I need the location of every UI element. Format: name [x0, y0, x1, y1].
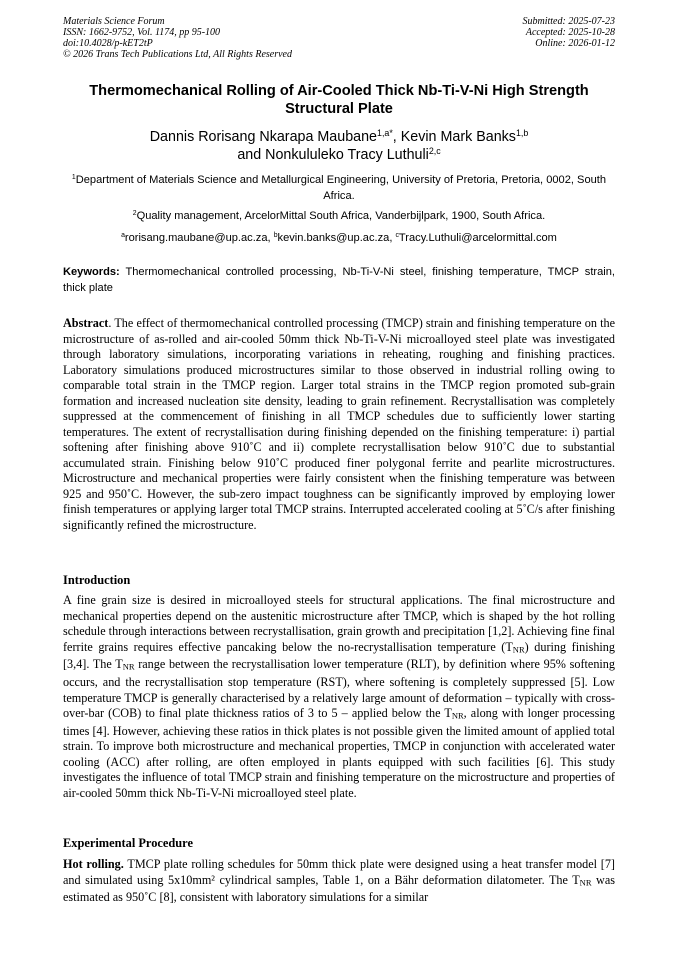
hot-rolling-label: Hot rolling.: [63, 857, 124, 871]
affiliation-1-text: Department of Materials Science and Metallurgical Engineering, University of Pretoria, Pretoria, 0002, South Africa.: [75, 174, 607, 202]
tnr-subscript: NR: [122, 661, 135, 672]
author-3-marker: 2,c: [428, 146, 441, 157]
online-date: Online: 2026-01-12: [535, 38, 615, 49]
abstract-text: . The effect of thermomechanical controlled processing (TMCP) strain and finishing temperature on the microstructure of as-rolled and air-cooled 50mm thick Nb-Ti-V-Ni microalloyed steel plate was investigated through laboratory simulations, incorporating variations in reheating, roughing and finishing practices. Laboratory simulations produced microstructures similar to those observed in industrial rolling owing to comparable total strain in the TMCP region. Larger total strains in the TMCP region promoted sub-grain formation and increased nucleation site density, leading to grain refinement. Recrystallisation was completely suppressed at the commencement of finishing in all TMCP schedules due to sufficiently lower starting temperatures. The extent of recrystallisation during finishing depended on the finishing temperature: i) partial softening after finishing above 910˚C and ii) complete recrystallisation below 910˚C due to substantial accumulated strain. Finishing below 910˚C produced finer polygonal ferrite and pearlite microstructures. Microstructure and mechanical properties were fairly consistent when the finishing temperature was between 925 and 950˚C. However, the sub-zero impact toughness can be significantly improved by employing lower finish temperatures or applying larger total TMCP strains. Interrupted accelerated cooling at 5˚C/s after finishing significantly refined the microstructure.: [63, 316, 615, 532]
journal-doi: doi:10.4028/p-kET2tP: [63, 38, 153, 49]
author-2-name: Kevin Mark Banks: [400, 129, 516, 145]
email-a-marker: a: [121, 232, 125, 240]
journal-name: Materials Science Forum: [63, 16, 165, 27]
hot-rolling-paragraph: [63, 857, 615, 906]
keywords-label: Keywords:: [63, 266, 120, 278]
tnr-subscript: NR: [512, 643, 525, 654]
affiliation-2: [63, 208, 615, 224]
abstract-label: Abstract: [63, 316, 109, 330]
email-c: Tracy.Luthuli@arcelormittal.com: [398, 232, 557, 244]
experimental-heading: Experimental Procedure: [63, 836, 193, 850]
authors-line-2: [63, 146, 615, 164]
author-list: [63, 128, 615, 164]
paper-title: [55, 82, 623, 118]
email-c-marker: c: [395, 232, 399, 240]
intro-text-3: range between the recrystallisation lower temperature (RLT), by definition where 95% softening occurs, and the recrystallisation stop temperature (RST), where softening is completely suppressed [5]. Low temperature TMCP is generally characterised by a relatively large amount of deformation – typically with cross-over-bar (COB) to final plate thickness ratios of 3 to 5 – applied below the T: [63, 657, 615, 721]
title-line-2: Structural Plate: [285, 101, 393, 117]
email-a: rorisang.maubane@up.ac.za,: [124, 232, 274, 244]
introduction-paragraph: [63, 593, 615, 801]
hot-rolling-text-2: was estimated as 950˚C [8], consistent with laboratory simulations for a similar: [63, 872, 615, 905]
author-2-marker: 1,b: [515, 128, 529, 139]
email-b: kevin.banks@up.ac.za,: [277, 232, 396, 244]
affiliation-1-marker: 1: [71, 174, 76, 182]
authors-line-1: [63, 128, 615, 146]
copyright-line: © 2026 Trans Tech Publications Ltd, All Rights Reserved: [63, 49, 292, 60]
hot-rolling-text-1: TMCP plate rolling schedules for 50mm thick plate were designed using a heat transfer model [7] and simulated using 5x10mm² cylindrical samples, Table 1, on a Bähr deformation dilatometer. The T: [63, 857, 615, 887]
introduction-heading: Introduction: [63, 573, 131, 587]
email-b-marker: b: [273, 232, 278, 240]
abstract-paragraph: [63, 316, 615, 533]
affiliation-1: [63, 172, 615, 204]
submission-dates: [523, 16, 616, 49]
author-emails: [63, 230, 615, 246]
intro-text-4: , along with longer processing times [4]. However, achieving these ratios in thick plates is not possible given the limited amount of applied total strain. To improve both microstructure and mechanical properties, TMCP in conjunction with accelerated water cooling (ACC) after rolling, are often employed in plants equipped with such facilities [6]. This study investigates the influence of total TMCP strain and finishing temperature on the microstructure and properties of air-cooled 50mm thick Nb-Ti-V-Ni microalloyed steel plate.: [63, 706, 615, 800]
submitted-date: Submitted: 2025-07-23: [522, 16, 615, 27]
affiliation-2-text: Quality management, ArcelorMittal South Africa, Vanderbijlpark, 1900, South Africa.: [136, 210, 546, 222]
accepted-date: Accepted: 2025-10-28: [525, 27, 615, 38]
author-separator: ,: [392, 129, 401, 145]
author-1-marker: 1,a*: [377, 128, 393, 139]
intro-text-1: A fine grain size is desired in microalloyed steels for structural applications. The final microstructure and mechanical properties depend on the austenitic microstructure after TMCP, which is shaped by the hot rolling schedule through interactions between recrystallisation, grain growth and precipitation [1,2]. Achieving fine final ferrite grains requires effective pancaking below the no-recrystallisation temperature (T: [63, 593, 615, 654]
title-line-1: Thermomechanical Rolling of Air-Cooled Thick Nb-Ti-V-Ni High Strength: [89, 83, 589, 99]
author-1-name: Dannis Rorisang Nkarapa Maubane: [149, 129, 378, 145]
author-and: and: [237, 147, 266, 163]
keywords-block: [63, 264, 615, 296]
tnr-subscript: NR: [579, 876, 592, 887]
intro-text-2: ) during finishing [3,4]. The T: [63, 639, 615, 672]
affiliation-2-marker: 2: [132, 210, 137, 218]
journal-info: [63, 16, 292, 60]
journal-issn: ISSN: 1662-9752, Vol. 1174, pp 95-100: [63, 27, 221, 38]
author-3-name: Nonkululeko Tracy Luthuli: [265, 147, 429, 163]
tnr-subscript: NR: [451, 710, 464, 721]
keywords-text: Thermomechanical controlled processing, Nb-Ti-V-Ni steel, finishing temperature, TMCP strain, thick plate: [63, 266, 615, 294]
